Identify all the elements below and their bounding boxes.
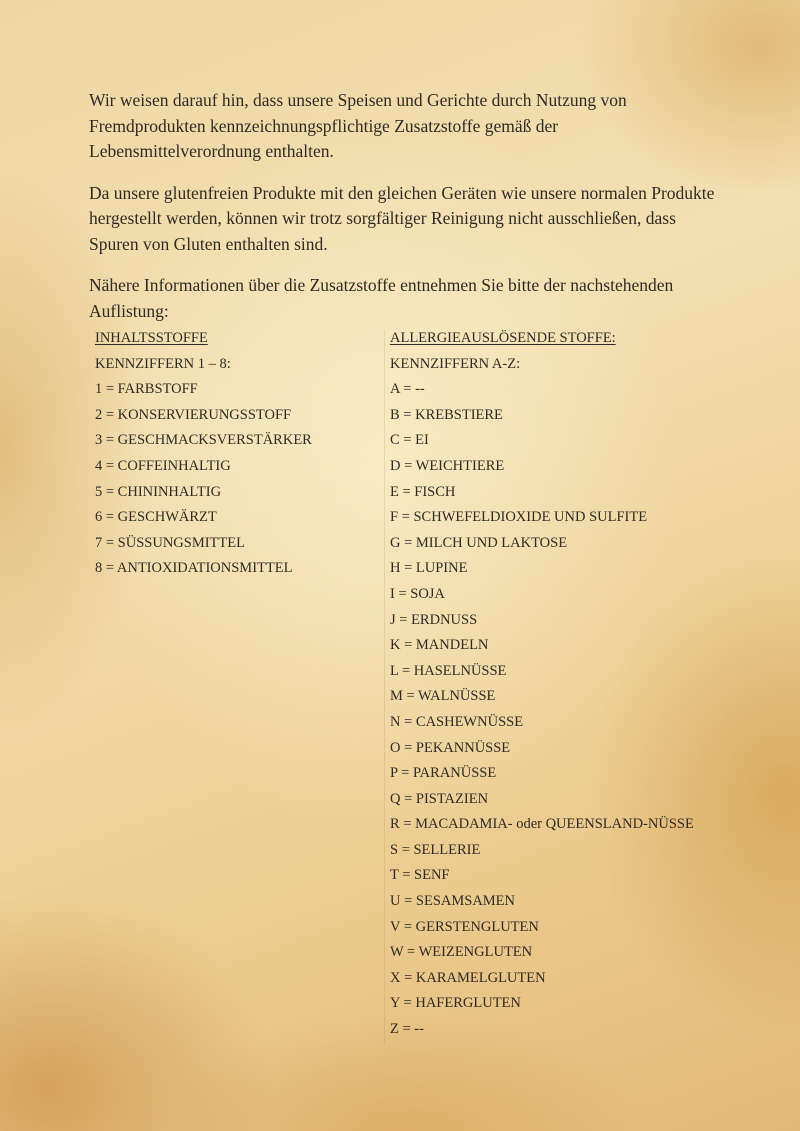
allergen-item: V = GERSTENGLUTEN xyxy=(390,918,539,935)
allergen-item: D = WEICHTIERE xyxy=(390,457,505,474)
allergen-item: X = KARAMELGLUTEN xyxy=(390,969,546,986)
ingredients-subheader: KENNZIFFERN 1 – 8: xyxy=(95,355,231,372)
allergen-item: F = SCHWEFELDIOXIDE UND SULFITE xyxy=(390,509,648,526)
ingredient-item: 2 = KONSERVIERUNGSSTOFF xyxy=(95,406,292,423)
allergen-item: S = SELLERIE xyxy=(390,841,481,858)
allergen-item: A = -- xyxy=(390,381,425,398)
allergen-item: K = MANDELN xyxy=(390,637,489,654)
ingredient-item: 1 = FARBSTOFF xyxy=(95,381,198,398)
allergens-column xyxy=(390,326,694,1043)
allergen-item: P = PARANÜSSE xyxy=(390,765,497,782)
ingredient-item: 6 = GESCHWÄRZT xyxy=(95,509,217,526)
ingredient-item: 3 = GESCHMACKSVERSTÄRKER xyxy=(95,432,312,449)
intro-text xyxy=(89,88,719,340)
ingredients-header: INHALTSSTOFFE xyxy=(95,330,208,346)
allergen-item: Q = PISTAZIEN xyxy=(390,790,489,807)
allergen-item: Z = -- xyxy=(390,1021,424,1038)
intro-paragraph-listing: Nähere Informationen über die Zusatzstoffe entnehmen Sie bitte der nachstehenden Auflistung: xyxy=(89,275,674,321)
column-divider xyxy=(384,330,385,1045)
allergen-item: T = SENF xyxy=(390,867,450,884)
allergen-item: J = ERDNUSS xyxy=(390,611,478,628)
ingredient-item: 4 = COFFEINHALTIG xyxy=(95,457,231,474)
ingredients-list xyxy=(95,377,312,582)
allergen-item: O = PEKANNÜSSE xyxy=(390,739,511,756)
ingredient-item: 5 = CHININHALTIG xyxy=(95,483,222,500)
allergen-item: N = CASHEWNÜSSE xyxy=(390,713,524,730)
allergens-subheader: KENNZIFFERN A-Z: xyxy=(390,355,521,372)
allergen-item: E = FISCH xyxy=(390,483,456,500)
allergen-item: B = KREBSTIERE xyxy=(390,406,503,423)
allergens-list xyxy=(390,377,694,1042)
intro-paragraph-gluten: Da unsere glutenfreien Produkte mit den gleichen Geräten wie unsere normalen Produkte hergestellt werden, können wir trotz sorgfältiger Reinigung nicht ausschließen, dass Spuren von Gluten enthalten sind. xyxy=(89,182,715,254)
allergen-item: H = LUPINE xyxy=(390,560,468,577)
allergen-item: U = SESAMSAMEN xyxy=(390,893,516,910)
intro-paragraph-additives: Wir weisen darauf hin, dass unsere Speisen und Gerichte durch Nutzung von Fremdprodukten kennzeichnungspflichtige Zusatzstoffe gemäß der Lebensmittelverordnung enthalten. xyxy=(89,90,627,161)
allergen-item: L = HASELNÜSSE xyxy=(390,662,507,679)
allergen-item: R = MACADAMIA- oder QUEENSLAND-NÜSSE xyxy=(390,816,694,833)
ingredient-item: 7 = SÜSSUNGSMITTEL xyxy=(95,534,245,551)
ingredient-item: 8 = ANTIOXIDATIONSMITTEL xyxy=(95,560,293,577)
allergen-item: G = MILCH UND LAKTOSE xyxy=(390,534,568,551)
allergen-item: C = EI xyxy=(390,432,429,449)
allergen-item: W = WEIZENGLUTEN xyxy=(390,944,533,961)
ingredients-column xyxy=(95,326,312,582)
allergen-item: Y = HAFERGLUTEN xyxy=(390,995,521,1012)
allergen-item: M = WALNÜSSE xyxy=(390,688,496,705)
allergens-header: ALLERGIEAUSLÖSENDE STOFFE: xyxy=(390,330,616,346)
allergen-item: I = SOJA xyxy=(390,585,445,602)
